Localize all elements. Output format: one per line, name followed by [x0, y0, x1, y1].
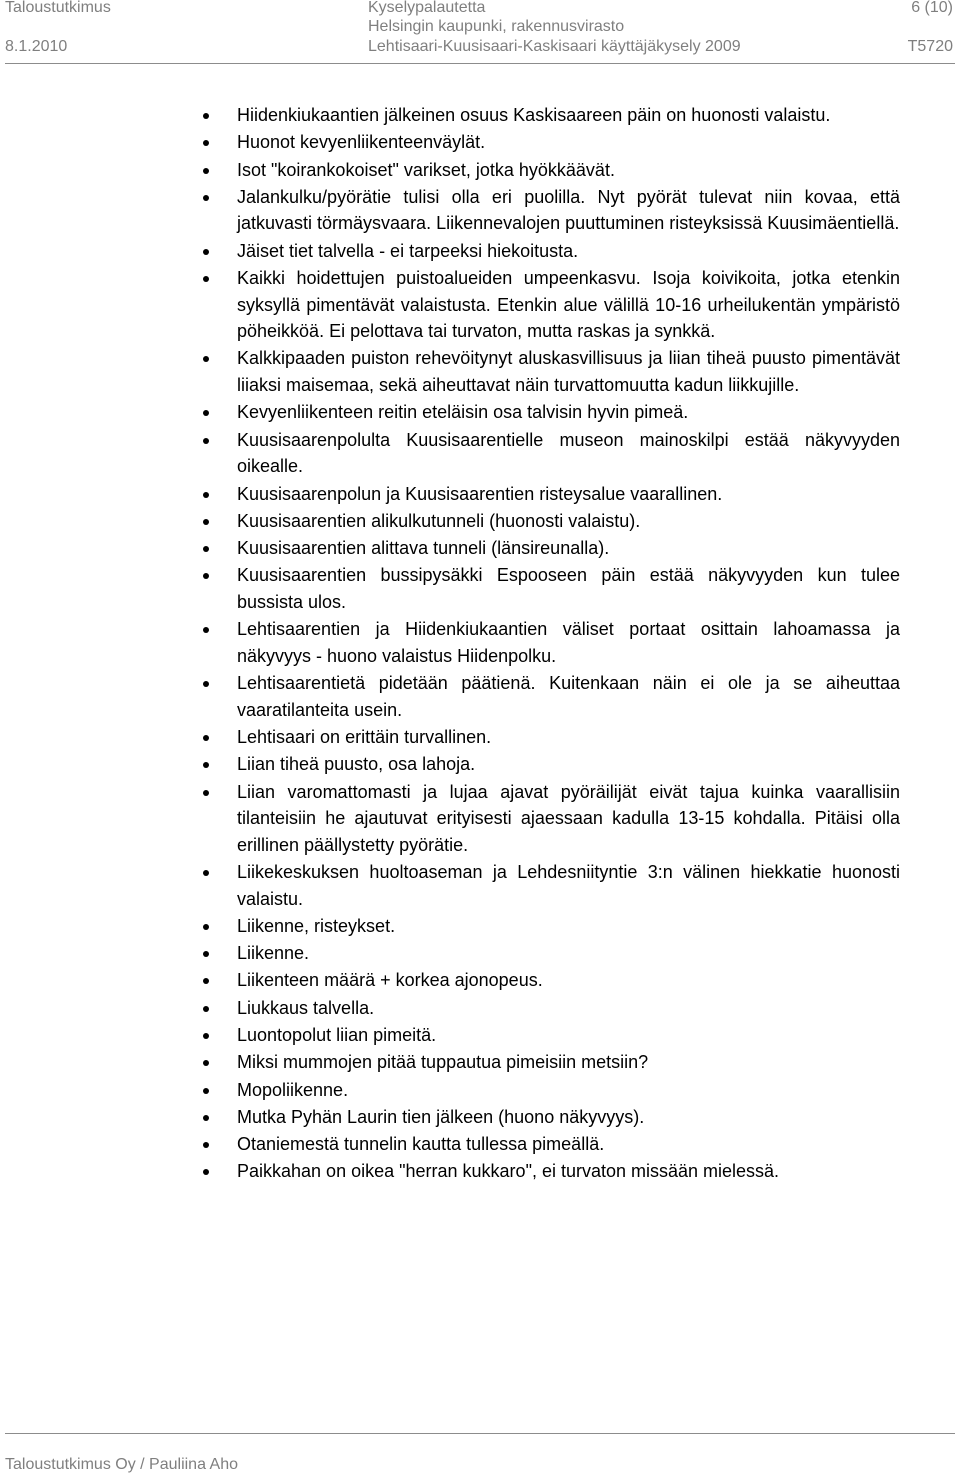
list-item: Otaniemestä tunnelin kautta tullessa pimeällä.	[194, 1131, 900, 1158]
header-survey-name: Lehtisaari-Kuusisaari-Kaskisaari käyttäjäkysely 2009	[368, 38, 741, 55]
header-date: 8.1.2010	[5, 38, 68, 55]
list-item: Liian varomattomasti ja lujaa ajavat pyöräilijät eivät tajua kuinka vaarallisiin tilanteisiin he ajautuvat erityisesti ajaessaan kadulla 13-15 kohdalla. Pitäisi olla erillinen päällystetty pyörätie.	[194, 779, 900, 859]
list-item: Lehtisaarentietä pidetään päätienä. Kuitenkaan näin ei ole ja se aiheuttaa vaaratilanteita usein.	[194, 670, 900, 723]
list-item: Liikenne.	[194, 940, 900, 967]
list-item: Luontopolut liian pimeitä.	[194, 1022, 900, 1049]
list-item: Lehtisaari on erittäin turvallinen.	[194, 724, 900, 751]
header-divider	[5, 63, 955, 64]
list-item: Isot "koirankokoiset" varikset, jotka hyökkäävät.	[194, 157, 900, 184]
header-company: Taloustutkimus	[5, 0, 111, 16]
list-item: Lehtisaarentien ja Hiidenkiukaantien väliset portaat osittain lahoamassa ja näkyvyys - huono valaistus Hiidenpolku.	[194, 616, 900, 669]
list-item: Liukkaus talvella.	[194, 995, 900, 1022]
footer-divider	[5, 1433, 955, 1434]
list-item: Miksi mummojen pitää tuppautua pimeisiin metsiin?	[194, 1049, 900, 1076]
list-item: Jalankulku/pyörätie tulisi olla eri puolilla. Nyt pyörät tulevat niin kovaa, että jatkuvasti törmäysvaara. Liikennevalojen puuttuminen risteyksissä Kuusimäentiellä.	[194, 184, 900, 237]
list-item: Mopoliikenne.	[194, 1077, 900, 1104]
list-item: Kuusisaarentien alikulkutunneli (huonosti valaistu).	[194, 508, 900, 535]
list-item: Liikenteen määrä + korkea ajonopeus.	[194, 967, 900, 994]
list-item: Kuusisaarentien alittava tunneli (länsireunalla).	[194, 535, 900, 562]
list-item: Kevyenliikenteen reitin eteläisin osa talvisin hyvin pimeä.	[194, 399, 900, 426]
list-item: Liikenne, risteykset.	[194, 913, 900, 940]
header-client: Helsingin kaupunki, rakennusvirasto	[368, 18, 625, 35]
footer-author: Taloustutkimus Oy / Pauliina Aho	[5, 1456, 239, 1473]
list-item: Kalkkipaaden puiston rehevöitynyt aluskasvillisuus ja liian tiheä puusto pimentävät liiaksi maisemaa, sekä aiheuttavat näin turvattomuutta kadun liikkujille.	[194, 345, 900, 398]
list-item: Liian tiheä puusto, osa lahoja.	[194, 751, 900, 778]
list-item: Liikekeskuksen huoltoaseman ja Lehdesniityntie 3:n välinen hiekkatie huonosti valaistu.	[194, 859, 900, 912]
list-item: Kuusisaarentien bussipysäkki Espooseen päin estää näkyvyyden kun tulee bussista ulos.	[194, 562, 900, 615]
list-item: Hiidenkiukaantien jälkeinen osuus Kaskisaareen päin on huonosti valaistu.	[194, 102, 900, 129]
list-item: Kuusisaarenpolulta Kuusisaarentielle museon mainoskilpi estää näkyvyyden oikealle.	[194, 427, 900, 480]
list-item: Mutka Pyhän Laurin tien jälkeen (huono näkyvyys).	[194, 1104, 900, 1131]
list-item: Jäiset tiet talvella - ei tarpeeksi hiekoitusta.	[194, 238, 900, 265]
header-page-number: 6 (10)	[911, 0, 953, 16]
list-item: Paikkahan on oikea "herran kukkaro", ei turvaton missään mielessä.	[194, 1158, 900, 1185]
feedback-list	[194, 102, 900, 1186]
list-item: Kaikki hoidettujen puistoalueiden umpeenkasvu. Isoja koivikoita, jotka etenkin syksyllä pimentävät valaistusta. Etenkin alue välillä 10-16 urheilukentän ympäristö pöheikköä. Ei pelottava tai turvaton, mutta raskas ja synkkä.	[194, 265, 900, 345]
list-item: Kuusisaarenpolun ja Kuusisaarentien risteysalue vaarallinen.	[194, 481, 900, 508]
list-item: Huonot kevyenliikenteenväylät.	[194, 129, 900, 156]
header-project-code: T5720	[907, 38, 953, 55]
header-document-title: Kyselypalautetta	[368, 0, 486, 16]
